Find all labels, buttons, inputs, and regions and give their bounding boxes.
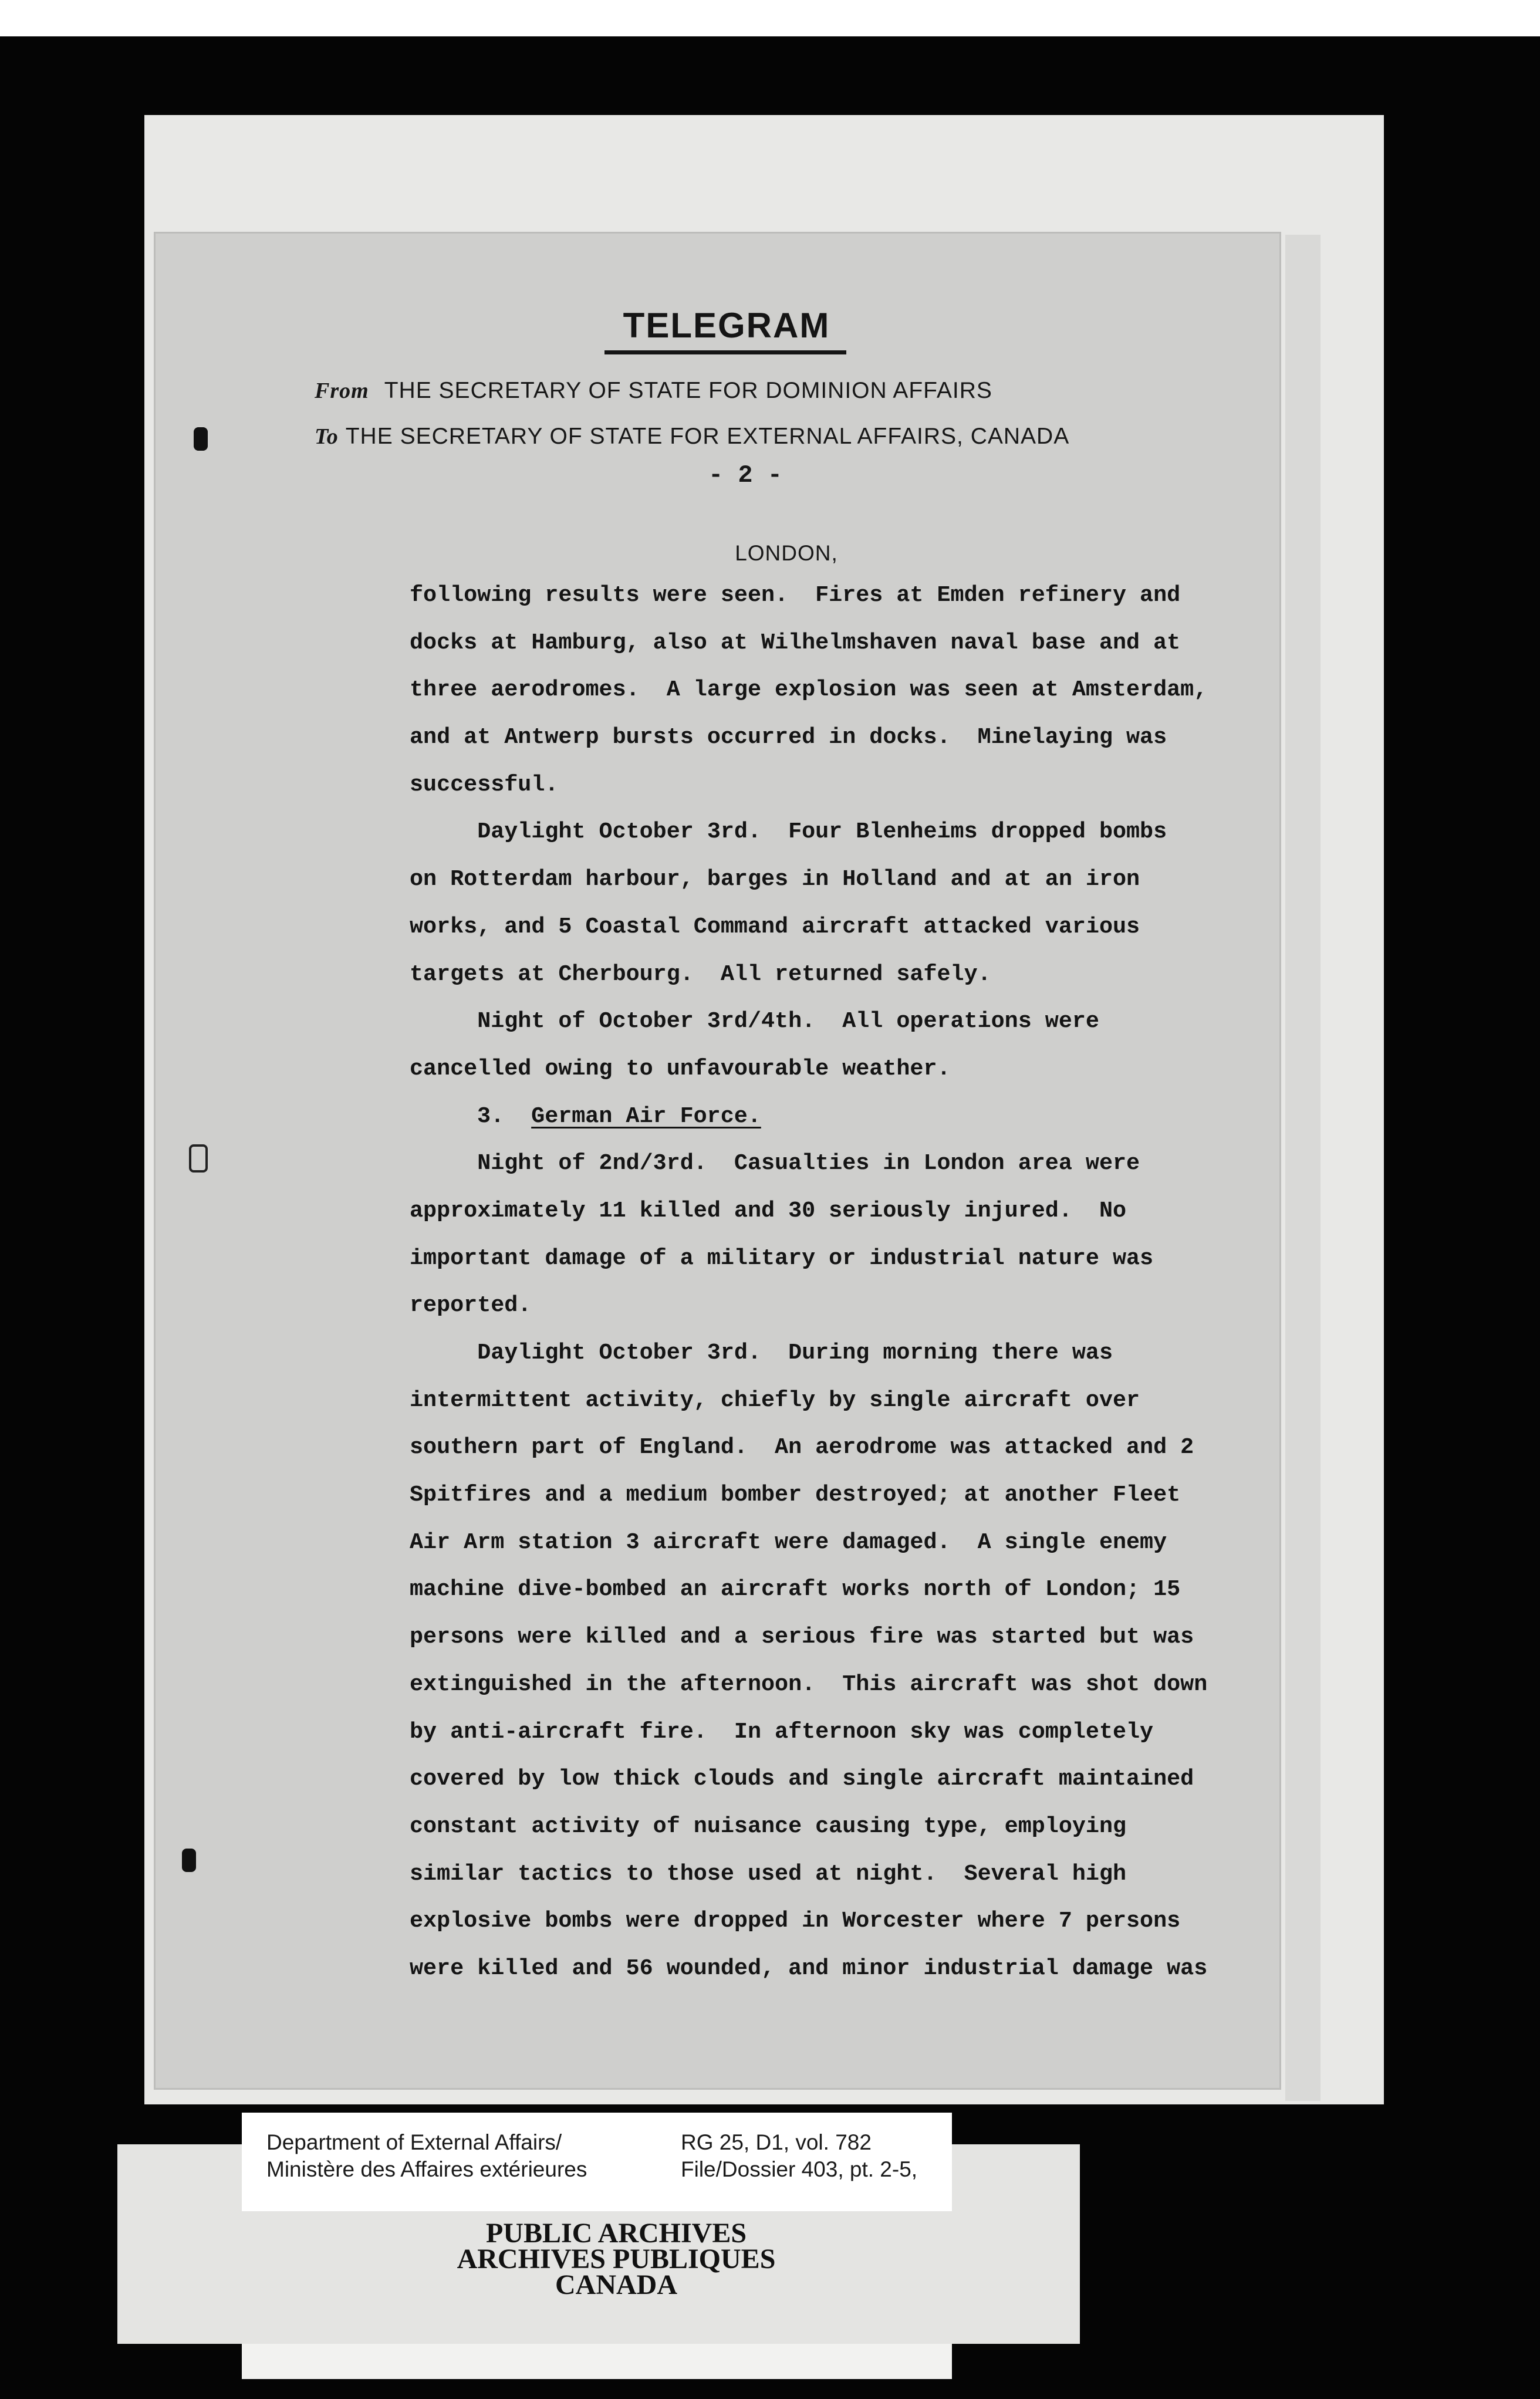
body-line: southern part of England. An aerodrome was attacked and 2 [410,1434,1194,1461]
punch-hole-mark [189,1144,208,1173]
body-line: by anti-aircraft fire. In afternoon sky was completely [410,1718,1154,1745]
to-line [315,424,1069,450]
place-line: LONDON, [735,541,838,565]
punch-hole-mark [194,427,208,451]
archives-en: PUBLIC ARCHIVES [485,2218,747,2249]
section-number: 3. [477,1103,505,1129]
to-value: THE SECRETARY OF STATE FOR EXTERNAL AFFAIRS, CANADA [345,424,1070,449]
archives-fr: ARCHIVES PUBLIQUES [457,2243,776,2275]
telegram-title: TELEGRAM [623,306,830,345]
body-line: Night of 2nd/3rd. Casualties in London area were [410,1150,1140,1177]
department-en: Department of External Affairs/ [266,2130,562,2154]
body-line: similar tactics to those used at night. Several high [410,1860,1127,1887]
body-line: explosive bombs were dropped in Worcester where 7 persons [410,1908,1181,1934]
page-number: - 2 - [708,461,783,489]
body-line: cancelled owing to unfavourable weather. [410,1055,951,1082]
body-line: approximately 11 killed and 30 seriously injured. No [410,1197,1127,1224]
section-heading [410,1097,1308,1145]
department-fr: Ministère des Affaires extérieures [266,2157,587,2181]
archives-stamp [411,2218,822,2300]
from-label: From [315,379,369,403]
body-line: successful. [410,771,559,798]
body-line: Daylight October 3rd. Four Blenheims dropped bombs [410,819,1167,845]
archive-reference-label [242,2113,952,2211]
body-line: intermittent activity, chiefly by single aircraft over [410,1387,1140,1413]
body-line: docks at Hamburg, also at Wilhelmshaven naval base and at [410,629,1181,655]
section-title: German Air Force. [531,1103,761,1129]
body-line: covered by low thick clouds and single aircraft maintained [410,1766,1194,1792]
film-border-top [0,0,1540,36]
to-label: To [315,424,339,449]
body-line: targets at Cherbourg. All returned safely. [410,961,991,987]
body-line: Spitfires and a medium bomber destroyed; at another Fleet [410,1482,1181,1508]
file-reference [681,2129,917,2183]
archive-stamp-bottom [242,2344,952,2379]
body-line: extinguished in the afternoon. This aircraft was shot down [410,1671,1208,1697]
body-line: on Rotterdam harbour, barges in Holland and at an iron [410,866,1140,893]
body-line: machine dive-bombed an aircraft works north of London; 15 [410,1576,1181,1603]
body-line: important damage of a military or industrial nature was [410,1245,1154,1271]
body-line: reported. [410,1292,532,1319]
body-line: Night of October 3rd/4th. All operations were [410,1008,1099,1035]
body-line: constant activity of nuisance causing type, employing [410,1813,1127,1839]
from-line [315,378,992,404]
punch-hole-mark [182,1849,196,1872]
body-line: following results were seen. Fires at Emden refinery and [410,582,1181,608]
archives-country: CANADA [555,2269,677,2300]
file-dossier: File/Dossier 403, pt. 2-5, [681,2157,918,2181]
body-line: Daylight October 3rd. During morning there was [410,1340,1113,1366]
body-line: three aerodromes. A large explosion was seen at Amsterdam, [410,677,1208,703]
body-line: were killed and 56 wounded, and minor industrial damage was [410,1955,1208,1981]
body-line: works, and 5 Coastal Command aircraft attacked various [410,913,1140,940]
telegram-body [410,576,1308,1997]
title-underline [604,350,846,354]
from-value: THE SECRETARY OF STATE FOR DOMINION AFFAIRS [384,378,992,403]
record-group: RG 25, D1, vol. 782 [681,2130,872,2154]
body-line: and at Antwerp bursts occurred in docks. Minelaying was [410,724,1167,751]
body-line: persons were killed and a serious fire was started but was [410,1624,1194,1650]
department-names [266,2129,587,2183]
body-line: Air Arm station 3 aircraft were damaged. A single enemy [410,1529,1167,1555]
